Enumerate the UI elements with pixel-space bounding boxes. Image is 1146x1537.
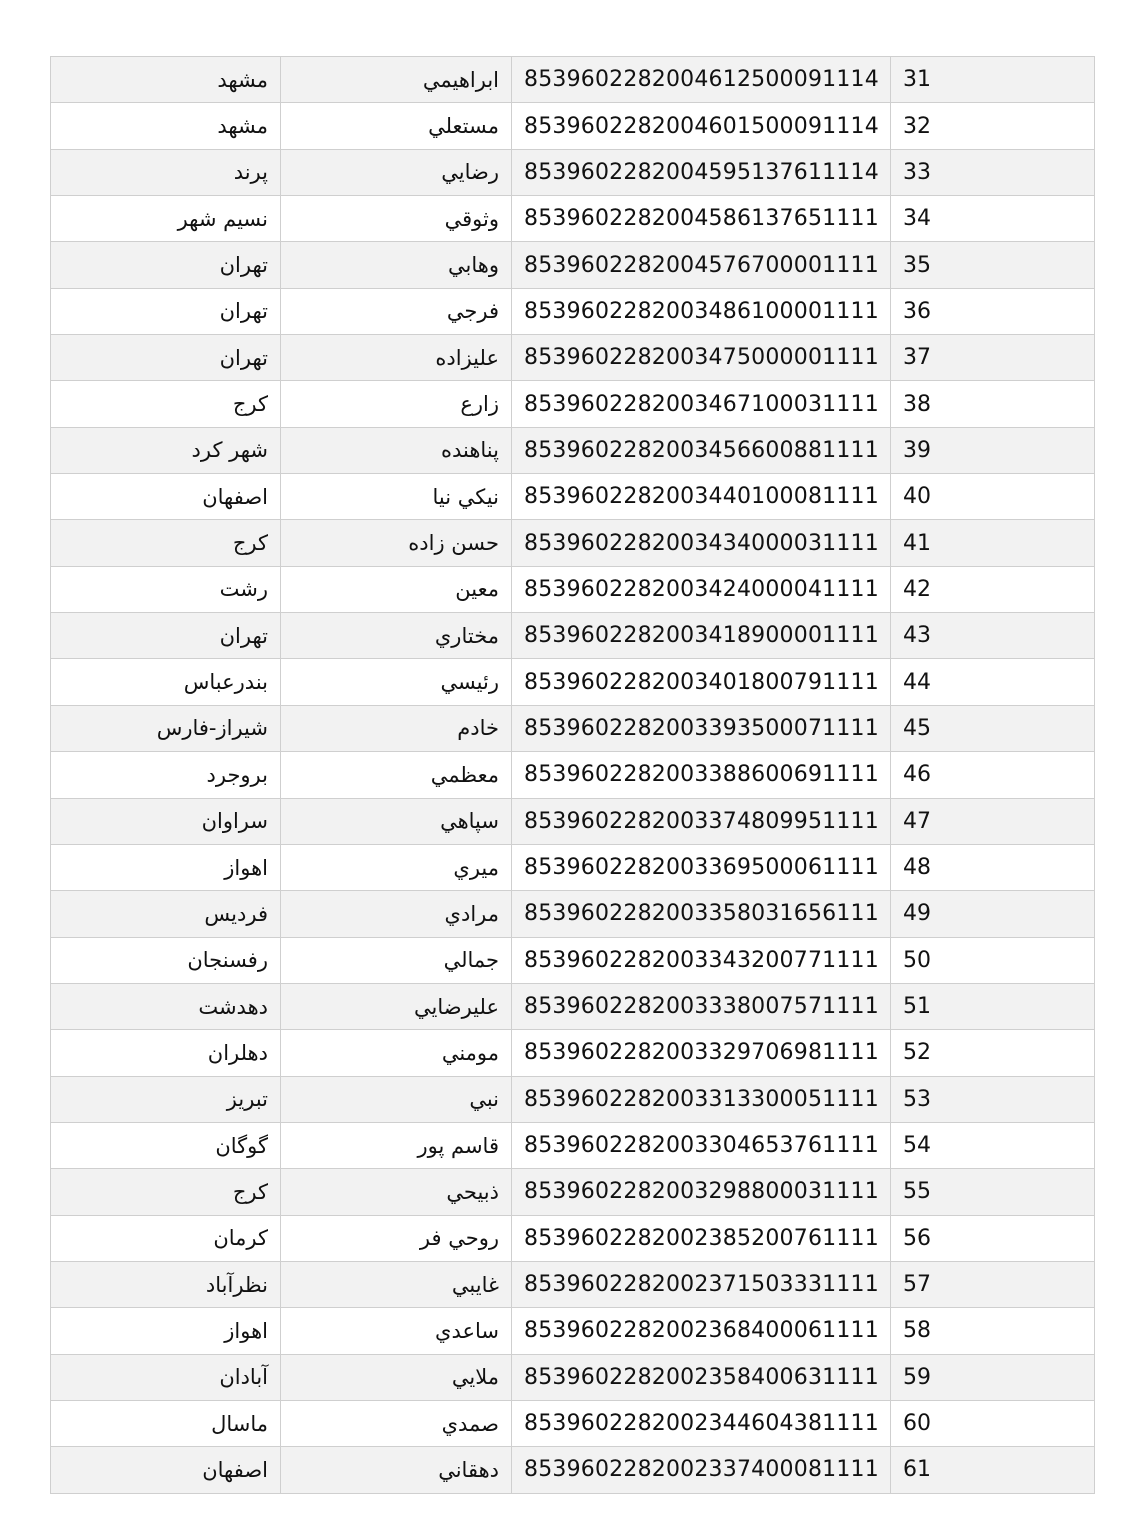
city-cell: گوگان [51, 1122, 281, 1168]
name-cell: غايبي [281, 1261, 512, 1307]
number-cell: 8539602282003434000031111 [512, 520, 891, 566]
number-cell: 8539602282003388600691111 [512, 752, 891, 798]
index-cell: 34 [891, 196, 1095, 242]
name-cell: نيكي نيا [281, 474, 512, 520]
index-cell: 39 [891, 427, 1095, 473]
city-cell: تهران [51, 288, 281, 334]
name-cell: حسن زاده [281, 520, 512, 566]
city-cell: نسيم شهر [51, 196, 281, 242]
index-cell: 44 [891, 659, 1095, 705]
number-cell: 8539602282002385200761111 [512, 1215, 891, 1261]
index-cell: 38 [891, 381, 1095, 427]
city-cell: مشهد [51, 57, 281, 103]
number-cell: 8539602282003401800791111 [512, 659, 891, 705]
city-cell: بروجرد [51, 752, 281, 798]
number-cell: 8539602282002371503331111 [512, 1261, 891, 1307]
name-cell: مستعلي [281, 103, 512, 149]
table-row [51, 1354, 1095, 1400]
number-cell: 8539602282003338007571111 [512, 983, 891, 1029]
name-cell: معين [281, 566, 512, 612]
city-cell: فرديس [51, 891, 281, 937]
name-cell: مومني [281, 1030, 512, 1076]
index-cell: 31 [891, 57, 1095, 103]
table-row [51, 288, 1095, 334]
table-row [51, 520, 1095, 566]
table-row [51, 1169, 1095, 1215]
city-cell: شيراز-فارس [51, 705, 281, 751]
number-cell: 8539602282002344604381111 [512, 1400, 891, 1446]
index-cell: 49 [891, 891, 1095, 937]
number-cell: 8539602282003440100081111 [512, 474, 891, 520]
name-cell: روحي فر [281, 1215, 512, 1261]
number-cell: 8539602282004595137611114 [512, 149, 891, 195]
index-cell: 40 [891, 474, 1095, 520]
number-cell: 8539602282003369500061111 [512, 844, 891, 890]
table-row [51, 1030, 1095, 1076]
city-cell: شهر كرد [51, 427, 281, 473]
index-cell: 53 [891, 1076, 1095, 1122]
index-cell: 41 [891, 520, 1095, 566]
city-cell: رفسنجان [51, 937, 281, 983]
index-cell: 35 [891, 242, 1095, 288]
index-cell: 37 [891, 335, 1095, 381]
table-row [51, 1447, 1095, 1493]
index-cell: 47 [891, 798, 1095, 844]
city-cell: آبادان [51, 1354, 281, 1400]
table-row [51, 57, 1095, 103]
city-cell: تبريز [51, 1076, 281, 1122]
city-cell: كرج [51, 520, 281, 566]
city-cell: دهدشت [51, 983, 281, 1029]
name-cell: رئيسي [281, 659, 512, 705]
number-cell: 8539602282003298800031111 [512, 1169, 891, 1215]
name-cell: وهابي [281, 242, 512, 288]
number-cell: 8539602282003424000041111 [512, 566, 891, 612]
index-cell: 59 [891, 1354, 1095, 1400]
table-row [51, 196, 1095, 242]
name-cell: ساعدي [281, 1308, 512, 1354]
city-cell: بندرعباس [51, 659, 281, 705]
index-cell: 61 [891, 1447, 1095, 1493]
table-row [51, 613, 1095, 659]
city-cell: اصفهان [51, 474, 281, 520]
number-cell: 8539602282002337400081111 [512, 1447, 891, 1493]
table-row [51, 844, 1095, 890]
index-cell: 36 [891, 288, 1095, 334]
city-cell: كرج [51, 1169, 281, 1215]
table-row [51, 335, 1095, 381]
number-cell: 8539602282003418900001111 [512, 613, 891, 659]
index-cell: 58 [891, 1308, 1095, 1354]
name-cell: مرادي [281, 891, 512, 937]
index-cell: 32 [891, 103, 1095, 149]
number-cell: 8539602282003343200771111 [512, 937, 891, 983]
table-row [51, 474, 1095, 520]
name-cell: معظمي [281, 752, 512, 798]
name-cell: قاسم پور [281, 1122, 512, 1168]
name-cell: ميري [281, 844, 512, 890]
number-cell: 8539602282002358400631111 [512, 1354, 891, 1400]
records-table [50, 56, 1095, 1494]
name-cell: وثوقي [281, 196, 512, 242]
name-cell: مختاري [281, 613, 512, 659]
table-row [51, 705, 1095, 751]
table-row [51, 659, 1095, 705]
number-cell: 8539602282003358031656111 [512, 891, 891, 937]
index-cell: 54 [891, 1122, 1095, 1168]
index-cell: 60 [891, 1400, 1095, 1446]
index-cell: 57 [891, 1261, 1095, 1307]
name-cell: جمالي [281, 937, 512, 983]
table-row [51, 566, 1095, 612]
name-cell: عليرضايي [281, 983, 512, 1029]
table-row [51, 103, 1095, 149]
table-row [51, 937, 1095, 983]
name-cell: خادم [281, 705, 512, 751]
number-cell: 8539602282004586137651111 [512, 196, 891, 242]
name-cell: نبي [281, 1076, 512, 1122]
table-row [51, 798, 1095, 844]
number-cell: 8539602282004612500091114 [512, 57, 891, 103]
index-cell: 46 [891, 752, 1095, 798]
city-cell: اصفهان [51, 1447, 281, 1493]
city-cell: رشت [51, 566, 281, 612]
city-cell: تهران [51, 335, 281, 381]
table-row [51, 1400, 1095, 1446]
name-cell: سپاهي [281, 798, 512, 844]
index-cell: 43 [891, 613, 1095, 659]
city-cell: اهواز [51, 1308, 281, 1354]
city-cell: ماسال [51, 1400, 281, 1446]
name-cell: ابراهيمي [281, 57, 512, 103]
index-cell: 48 [891, 844, 1095, 890]
table-row [51, 1261, 1095, 1307]
city-cell: سراوان [51, 798, 281, 844]
index-cell: 45 [891, 705, 1095, 751]
number-cell: 8539602282003456600881111 [512, 427, 891, 473]
city-cell: پرند [51, 149, 281, 195]
number-cell: 8539602282003313300051111 [512, 1076, 891, 1122]
name-cell: دهقاني [281, 1447, 512, 1493]
table-row [51, 891, 1095, 937]
index-cell: 50 [891, 937, 1095, 983]
index-cell: 52 [891, 1030, 1095, 1076]
table-row [51, 149, 1095, 195]
table-row [51, 983, 1095, 1029]
number-cell: 8539602282003393500071111 [512, 705, 891, 751]
number-cell: 8539602282004576700001111 [512, 242, 891, 288]
name-cell: صمدي [281, 1400, 512, 1446]
index-cell: 56 [891, 1215, 1095, 1261]
name-cell: عليزاده [281, 335, 512, 381]
city-cell: اهواز [51, 844, 281, 890]
number-cell: 8539602282003467100031111 [512, 381, 891, 427]
name-cell: زارع [281, 381, 512, 427]
table-row [51, 427, 1095, 473]
name-cell: ملايي [281, 1354, 512, 1400]
index-cell: 55 [891, 1169, 1095, 1215]
table-row [51, 752, 1095, 798]
name-cell: رضايي [281, 149, 512, 195]
city-cell: تهران [51, 613, 281, 659]
city-cell: تهران [51, 242, 281, 288]
number-cell: 8539602282004601500091114 [512, 103, 891, 149]
city-cell: نظرآباد [51, 1261, 281, 1307]
city-cell: دهلران [51, 1030, 281, 1076]
table-row [51, 381, 1095, 427]
number-cell: 8539602282003329706981111 [512, 1030, 891, 1076]
index-cell: 42 [891, 566, 1095, 612]
table-row [51, 1076, 1095, 1122]
city-cell: مشهد [51, 103, 281, 149]
index-cell: 33 [891, 149, 1095, 195]
number-cell: 8539602282003486100001111 [512, 288, 891, 334]
table-row [51, 1215, 1095, 1261]
table-row [51, 1122, 1095, 1168]
table-row [51, 1308, 1095, 1354]
name-cell: فرجي [281, 288, 512, 334]
table-row [51, 242, 1095, 288]
number-cell: 8539602282003374809951111 [512, 798, 891, 844]
name-cell: ذبيحي [281, 1169, 512, 1215]
number-cell: 8539602282002368400061111 [512, 1308, 891, 1354]
number-cell: 8539602282003475000001111 [512, 335, 891, 381]
name-cell: پناهنده [281, 427, 512, 473]
number-cell: 8539602282003304653761111 [512, 1122, 891, 1168]
city-cell: كرج [51, 381, 281, 427]
index-cell: 51 [891, 983, 1095, 1029]
city-cell: كرمان [51, 1215, 281, 1261]
